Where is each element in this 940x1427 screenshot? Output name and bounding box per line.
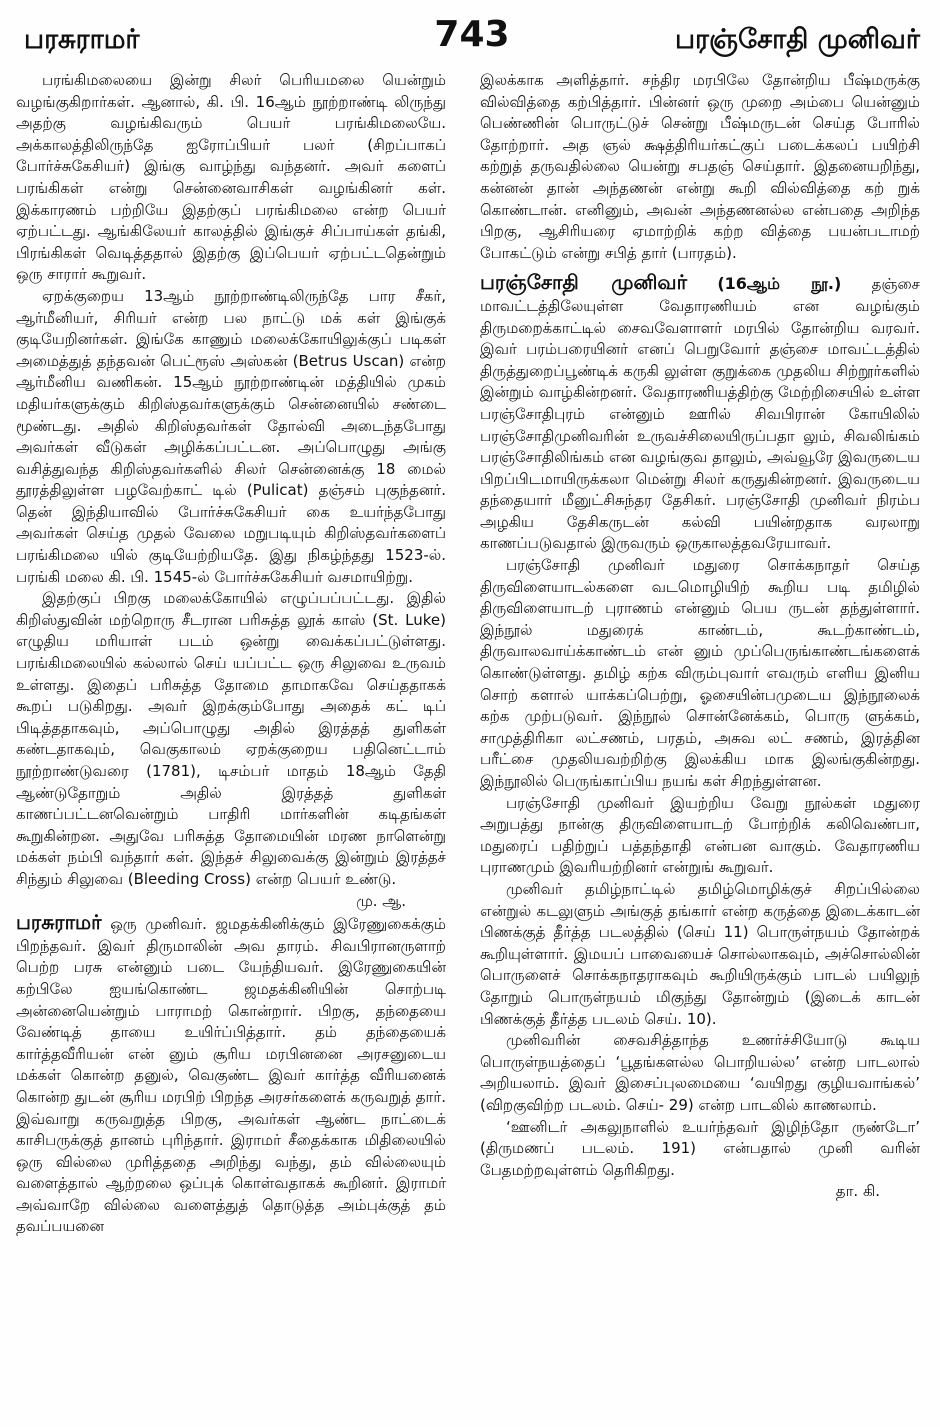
entry-paragraph (480, 272, 920, 555)
paragraph: முனிவர் தமிழ்நாட்டில் தமிழ்மொழிக்குச் சிறப்பில்லை என்றுல் கடலுளும் அங்குத் தங்கார் என்ற கருத்தை இடைக்காடன் பிணக்குத் தீர்த்த படலத்தில் (செய் 11) பொருள்நயம் தோன்றக் கூறியுள்ளார். இமயப் பாவையைச் சொல்லாகவும், அச்சொல்லின் பொருளைச் சொக்கநாதராகவும் கூறியிருக்கும் பாடல் பயிலுந் தோறும் பொருள்நயம் மிகுந்து தோன்றும் (இடைக் காடன் பிணக்குத் தீர்த்த படலம் செய். 10). (480, 879, 920, 1028)
paragraph: முனிவரின் சைவசித்தாந்த உணர்ச்சியோடு கூடிய பொருள்நயத்தைப் ‘பூதங்களல்ல பொறியல்ல’ என்ற பாடலால் அறியலாம். இவர் இசைப்புலமையை ‘வயிறது குழியவாங்கல்’ (விறகுவிற்ற படலம். செய்- 29) என்ற பாடலில் காணலாம். (480, 1031, 920, 1114)
paragraph: ‘ஊனிடர் அகலுநாளில் உயர்ந்தவர் இழிந்தோ ருண்டோ’ (திருமணப் படலம். 191) என்பதால் முனி வரின் பேதமற்றவுள்ளம் தெரிகிறது. (480, 1117, 920, 1179)
entry-period: (16ஆம் நூ.) (717, 274, 842, 294)
paragraph: இலக்காக அளித்தார். சந்திர மரபிலே தோன்றிய பீஷ்மருக்கு வில்வித்தை கற்பித்தார். பின்னர் ஒரு முறை அம்பை யென்னும் பெண்ணின் பொருட்டுச் சென்று பீஷ்மருடன் செய்த போரில் தோற்றார். அத ஞல் க்ஷத்திரியர்கட்குப் படைக்கலப் பயிற்சி கற்றுத் தருவதில்லை யென்று சபதஞ் செய்தார். இதனையறிந்து, கன்னன் தான் அந்தணன் என்று கூறி வில்வித்தை கற் றுக் கொண்டான். எனினும், அவன் அந்தணனல்ல என்பதை அறிந்த பிறகு, ஆசிரியரை ஏமாற்றிக் கற்ற வித்தை பயன்படாமற் போகட்டும் என்று சபித் தார் (பாரதம்). (480, 71, 920, 262)
paragraph: ஏறக்குறைய 13ஆம் நூற்றாண்டிலிருந்தே பார சீகர், ஆர்மீனியர், சிரியர் என்ற பல நாட்டு மக் கள் இங்குக் குடியேறினர்கள். இங்கே காணும் மலைக்கோயிலுக்குப் படிகள் அமைத்துத் தந்தவன் பெட்ரூஸ் அஸ்கன் (Betrus Uscan) என்ற ஆர்மீனிய வணிகன். 15ஆம் நூற்றாண்டின் மத்தியில் முகம் மதியர்களுக்கும் கிறிஸ்தவர்களுக்கும் சென்னையில் சண்டை மூண்டது. அதில் கிறிஸ்தவர்கள் தோல்வி அடைந்தபோது அவர்கள் வீடுகள் அழிக்கப்பட்டன. அப்பொழுது அங்கு வசித்துவந்த கிறிஸ்தவர்களில் சிலர் சென்னைக்கு 18 மைல் தூரத்திலுள்ள பழவேற்காட் டில் (Pulicat) தஞ்சம் புகுந்தனர். தென் இந்தியாவில் போர்ச்சுகேசியர் கை உயர்ந்தபோது அவர்கள் செய்த முதல் வேலை மறுபடியும் கிறிஸ்தவர்களைப் பரங்கிமலை யில் குடியேற்றியதே. இது நிகழ்ந்தது 1523-ல். பரங்கி மலை கி. பி. 1545-ல் போர்ச்சுகேசியர் வசமாயிற்று. (16, 286, 446, 586)
paragraph: இதற்குப் பிறகு மலைக்கோயில் எழுப்பப்பட்டது. இதில் கிறிஸ்துவின் மற்றொரு சீடரான பரிசுத்த லூக் காஸ் (St. Luke) எழுதிய மரியாள் படம் ஒன்று வைக்கப்பட்டுள்ளது. பரங்கிமலையில் கல்லால் செய் யப்பட்ட ஒரு சிலுவை உருவம் உள்ளது. இதைப் பரிசுத்த தோமை தாமாகவே செய்ததாகக் கூறப் படுகிறது. அவர் இறக்கும்போது அதைக் கட் டிப் பிடித்ததாகவும், அப்பொழுது அதில் இரத்தத் துளிகள் கண்டதாகவும், வெகுகாலம் ஏறக்குறைய பதினெட்டாம் நூற்றாண்டுவரை (1781), டிசம்பர் மாதம் 18ஆம் தேதி ஆண்டுதோறும் அதில் இரத்தத் துளிகள் காணப்பட்டனவென்றும் பாதிரி மார்களின் கடிதங்கள் கூறுகின்றன. அதுவே பரிசுத்த தோமையின் மரண நாளென்று மக்கள் நம்பி வந்தார் கள். இந்தச் சிலுவைக்கு இன்றும் இரத்தச் சிந்தும் சிலுவை (Bleeding Cross) என்ற பெயர் உண்டு. (16, 589, 446, 888)
paragraph: பரங்கிமலையை இன்று சிலர் பெரியமலை யென்றும் வழங்குகிறார்கள். ஆனால், கி. பி. 16ஆம் நூற்றாண்டி லிருந்து அதற்கு வழங்கிவரும் பெயர் பரங்கிமலையே. அக்காலத்திலிருந்தே ஐரோப்பியர் பலர் (சிறப்பாகப் போர்ச்சுகேசியர்) இங்கு வாழ்ந்து வந்தனர். அவர் களைப் பரங்கிகள் என்று சென்னைவாசிகள் வழங்கினர் கள். இக்காரணம் பற்றியே இதற்குப் பரங்கிமலை என்ற பெயர் ஏற்பட்டது. ஆங்கிலேயர் காலத்தில் இங்குச் சிப்பாய்கள் தங்கி, பிரங்கிகள் வெடித்ததால் இதற்கு இப்பெயர் ஏற்பட்டதென்றும் ஒரு சாரார் கூறுவர். (16, 71, 446, 284)
author-signature: தா. கி. (835, 1182, 880, 1201)
header-right-title: பரஞ்சோதி முனிவர் (674, 24, 920, 55)
entry-title: பரசுராமர் (16, 910, 102, 935)
page-number: 743 (434, 14, 510, 55)
entry-paragraph (16, 912, 446, 1238)
paragraph: பரஞ்சோதி முனிவர் இயற்றிய வேறு நூல்கள் மதுரை அறுபத்து நான்கு திருவிளையாடற் போற்றிக் கலிவெண்பா, மதுரைப் பதிற்றுப் பத்தந்தாதி என்பன வாகும். வேதாரணிய புராணமும் இவரியற்றினர் என்றுங் கூறுவர். (480, 793, 920, 877)
entry-title: பரஞ்சோதி முனிவர் (480, 270, 688, 295)
entry-text: தஞ்சை மாவட்டத்திலேயுள்ள வேதாரணியம் என வழங்கும் திருமறைக்காட்டில் சைவவேளாளர் மரபில் தோன்றிய வரவர். இவர் பரம்பரையினர் எனப் பெறுவோர் தஞ்சை மாவட்டத்தில் திருத்துறைப்பூண்டிக் கருகி லுள்ள குறுக்கை முதலிய சிற்றூர்களில் இன்றும் வாழ்கின்றனர். வேதாரணியத்திற்கு மேற்றிசையில் உள்ள பரஞ்சோதிபுரம் என்னும் ஊரில் சிவபிரான் கோயிலில் பரஞ்சோதிமுனிவரின் உருவச்சிலையிருப்பதா லும், சிவலிங்கம் பரஞ்சோதிலிங்கம் என வழங்குவ தாலும், அவ்வூரே இவருடைய பிறப்பிடமாயிருக்கலா மென்று சிலர் கருதுகின்றனர். இவருடைய தந்தையார் மீனுட்சிசுந்தர தேசிகர். பரஞ்சோதி முனிவர் நிரம்ப அழகிய தேசிகருடன் கல்வி பயின்றதாக வரலாறு காணப்படுவதால் இருவரும் ஒருகாலத்தவரேயாவர். (480, 275, 920, 553)
entry-text: ஒரு முனிவர். ஜமதக்கினிக்கும் இரேணுகைக்கும் பிறந்தவர். இவர் திருமாலின் அவ தாரம். சிவபிரானருளாற் பெற்ற பரசு என்னும் படை யேந்தியவர். இரேணுகையின் கற்பிலே ஐயங்கொண்ட ஜமதக்கினியின் சொற்படி அன்னையென்றும் பாராமற் கொன்றார். பிறகு, தந்தையை வேண்டித் தாயை உயிர்ப்பித்தார். தம் தந்தையைக் கார்த்தவீரியன் என் னும் சூரிய மரபினனை அரசனுடைய மக்கள் கொன்ற தனுல், வெகுண்ட இவர் கார்த்த வீரியனைக் கொன்ற துடன் சூரிய மரபிற் பிறந்த அரசர்களைக் கருவறுத் தார். இவ்வாறு கருவறுத்த பிறகு, அவர்கள் ஆண்ட நாட்டைக் காசிபருக்குத் தானம் புரிந்தார். இராமர் சீதைக்காக மிதிலையில் ஒரு வில்லை முரித்ததை அறிந்து வந்து, தம் வில்லையும் வளைத்தால் ஆற்றலை ஒப்புக் கொள்வதாகக் கூறினர். இராமர் அவ்வாறே வில்லை வளைத்துத் தொடுத்த அம்புக்குத் தம் தவப்பயனை (16, 915, 446, 1236)
header-left-title: பரசுராமர் (24, 24, 140, 55)
page-header (24, 14, 920, 70)
author-signature: மு. ஆ. (356, 891, 406, 910)
right-column (480, 70, 920, 1415)
left-column (16, 70, 446, 1415)
paragraph: பரஞ்சோதி முனிவர் மதுரை சொக்கநாதர் செய்த திருவிளையாடல்களை வடமொழியிற் கூறிய படி தமிழில் திருவிளையாடற் புராணம் என்னும் பெய ருடன் தந்துள்ளார். இந்நூல் மதுரைக் காண்டம், கூடற்காண்டம், திருவாலவாய்க்காண்டம் என் னும் முப்பெருங்காண்டங்களைக் கொண்டுள்ளது. தமிழ் கற்க விரும்புவார் எவரும் எளிய இனிய சொற் களால் யாக்கப்பெற்று, ஓசையின்பமுடைய இந்நூலைக் கற்க முற்படுவர். இந்நூல் சொன்னேக்கம், பொரு ளுக்கம், சாமுத்திரிகா லட்சணம், பரதம், அசுவ லட் சணம், இரத்தின பரீட்சை முதலியவற்றிற்கு இலக்கிய மாக இலங்குகின்றது. இந்நூலில் பெருங்காப்பிய நயங் கள் சிறந்துள்ளன. (480, 556, 920, 790)
